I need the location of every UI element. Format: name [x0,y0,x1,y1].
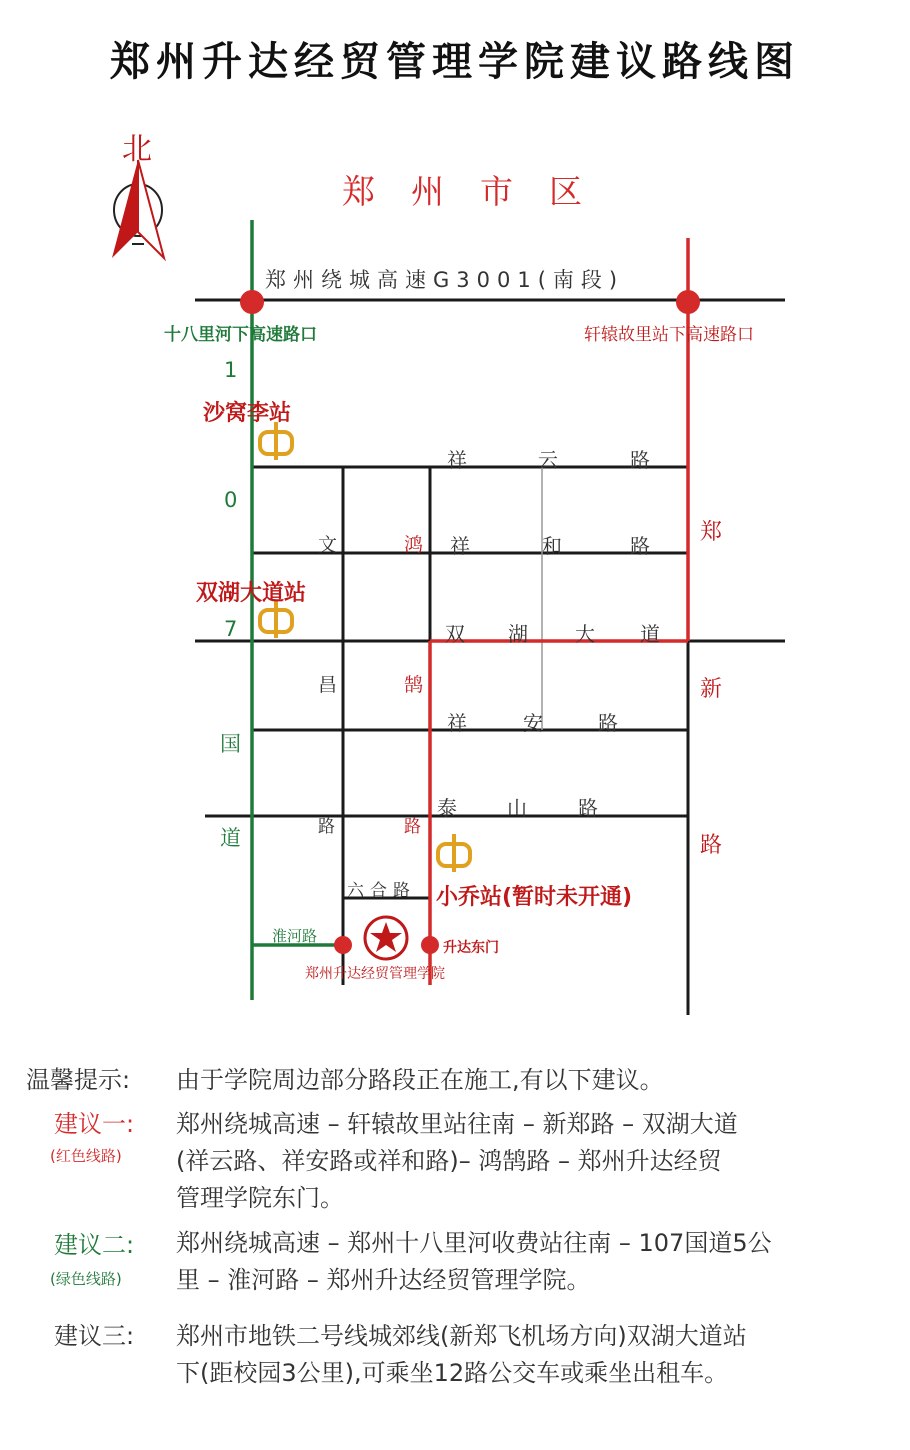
road-107-char: 7 [224,617,238,641]
road-honghu-char: 鸿 [404,534,424,556]
road-wenchang-char: 昌 [318,674,338,696]
road-xiangyun-char: 路 [630,448,650,472]
metro-icon [260,422,292,460]
north-label: 北 [122,132,152,167]
exit-left-label: 十八里河下高速路口 [164,325,317,345]
suggestion-1-line: 郑州绕城高速 – 轩辕故里站往南 – 新郑路 – 双湖大道 [176,1110,738,1138]
road-shuanghu-char: 双 [445,622,465,646]
road-shuanghu-char: 湖 [508,622,528,646]
road-taishan-char: 山 [507,796,527,820]
road-honghu-char: 路 [404,817,421,837]
road-xiangyun-char: 云 [538,448,558,472]
road-honghu-char: 鹄 [404,674,424,696]
road-taishan-char: 泰 [437,796,457,820]
road-xianghe-char: 路 [630,534,650,558]
road-107-char: 1 [224,358,238,382]
exit-right-label: 轩辕故里站下高速路口 [584,325,754,345]
east-gate-marker [421,936,439,954]
station-label: 沙窝李站 [203,401,292,426]
suggestion-2-line: 里 – 淮河路 – 郑州升达经贸管理学院。 [176,1266,591,1294]
page-title: 郑州升达经贸管理学院建议路线图 [110,39,800,85]
huaihe-marker [334,936,352,954]
suggestion-1-subtitle: (红色线路) [50,1147,122,1165]
district-label: 郑州市区 [342,172,618,211]
station-label: 小乔站(暂时未开通) [436,885,633,910]
road-shuanghu-char: 大 [575,622,595,646]
road-xiangyun-char: 祥 [447,448,467,472]
east-gate-label: 升达东门 [443,940,499,956]
compass-icon [112,160,164,258]
suggestion-1-line: (祥云路、祥安路或祥和路)– 鸿鹄路 – 郑州升达经贸 [176,1147,722,1175]
road-taishan-char: 路 [578,796,598,820]
road-xianghe-char: 祥 [450,534,470,558]
suggestion-2-line: 郑州绕城高速 – 郑州十八里河收费站往南 – 107国道5公 [176,1229,772,1257]
road-xinzheng-char: 郑 [700,520,723,545]
tips-intro-text: 由于学院周边部分路段正在施工,有以下建议。 [176,1066,664,1094]
suggestion-3-heading: 建议三: [54,1322,135,1350]
school-star-icon [365,917,407,959]
station-label: 双湖大道站 [196,581,307,606]
road-xiangan-char: 安 [523,711,543,735]
road-107-char: 国 [220,732,241,756]
road-wenchang-char: 文 [318,534,338,556]
road-shuanghu-char: 道 [640,622,660,646]
tips-intro-heading: 温馨提示: [26,1066,131,1094]
road-107-char: 道 [220,826,241,850]
exit-right-marker [676,290,700,314]
exit-left-marker [240,290,264,314]
road-xinzheng-char: 新 [700,677,723,702]
school-label: 郑州升达经贸管理学院 [305,966,445,982]
metro-icon [438,834,470,872]
road-wenchang-char: 路 [318,817,335,837]
road-xianghe-char: 和 [542,534,562,558]
suggestion-3-line: 下(距校园3公里),可乘坐12路公交车或乘坐出租车。 [176,1359,729,1387]
road-xiangan-char: 祥 [447,711,467,735]
expressway-label: 郑州绕城高速G3001(南段) [265,268,625,292]
suggestion-2-heading: 建议二: [54,1231,135,1259]
road-xinzheng-char: 路 [700,833,723,858]
road-xiangan-char: 路 [598,711,618,735]
suggestion-1-heading: 建议一: [54,1110,135,1138]
suggestion-2-subtitle: (绿色线路) [50,1270,122,1288]
road-liuhe-label: 六合路 [347,881,416,901]
suggestion-3-line: 郑州市地铁二号线城郊线(新郑飞机场方向)双湖大道站 [176,1322,747,1350]
suggestion-1-line: 管理学院东门。 [176,1184,344,1212]
road-107-char: 0 [224,488,238,512]
road-huaihe-label: 淮河路 [272,927,318,945]
